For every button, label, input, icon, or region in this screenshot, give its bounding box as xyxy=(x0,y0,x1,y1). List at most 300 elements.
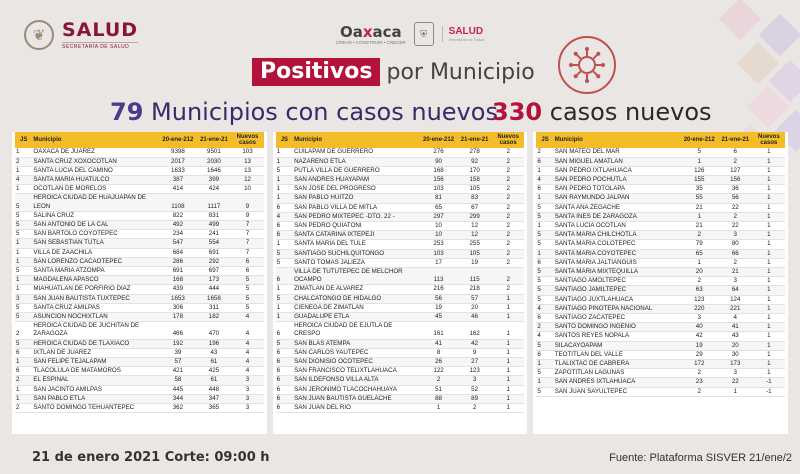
cell-nuevos: 2 xyxy=(492,194,524,203)
cell-js: 1 xyxy=(536,359,553,368)
cell-d2: 255 xyxy=(457,240,492,249)
cell-nuevos: 1 xyxy=(492,294,524,303)
column-header-municipio: Municipio xyxy=(293,132,420,148)
table-row xyxy=(15,285,264,294)
cell-d1: 19 xyxy=(681,341,718,350)
cell-nuevos: 4 xyxy=(231,339,263,348)
cell-js: 5 xyxy=(536,341,553,350)
cell-municipio: SANTA MARIA ATZOMPA xyxy=(32,266,159,275)
cell-nuevos: 4 xyxy=(231,312,263,321)
cell-d2: 41 xyxy=(718,323,753,332)
cell-municipio: SAN JUAN SAYULTEPEC xyxy=(554,387,681,396)
table-row xyxy=(15,276,264,285)
cell-municipio: HEROICA CIUDAD DE EJUTLA DE CRESPO xyxy=(293,322,420,339)
cell-d2: 424 xyxy=(197,185,232,194)
cell-js: 5 xyxy=(15,266,32,275)
column-header-nuevos: Nuevos casos xyxy=(231,132,263,148)
cell-nuevos: 3 xyxy=(231,394,263,403)
cell-nuevos: 1 xyxy=(753,350,785,359)
cell-d2: 196 xyxy=(197,339,232,348)
cell-nuevos: 2 xyxy=(492,221,524,230)
cell-js: 1 xyxy=(536,378,553,387)
cell-d2: 66 xyxy=(718,249,753,258)
cell-d2: 347 xyxy=(197,394,232,403)
cell-d2: 1646 xyxy=(197,166,232,175)
cell-d2: 499 xyxy=(197,220,232,229)
cell-nuevos: 5 xyxy=(231,303,263,312)
table-row xyxy=(536,157,785,166)
table-row xyxy=(276,175,525,184)
cell-nuevos: 1 xyxy=(492,348,524,357)
cell-d2: 27 xyxy=(457,357,492,366)
cell-municipio: SAN BLAS ATEMPA xyxy=(293,339,420,348)
cell-municipio: SANTA CRUZ AMILPAS xyxy=(32,303,159,312)
table-row xyxy=(276,403,525,412)
table-row xyxy=(15,248,264,257)
cell-d2: 2 xyxy=(718,157,753,166)
cell-d2: 67 xyxy=(457,203,492,212)
cell-d2: 22 xyxy=(718,378,753,387)
cell-d1: 8 xyxy=(420,348,457,357)
table-row xyxy=(15,339,264,348)
cell-municipio: GUADALUPE ETLA xyxy=(293,312,420,321)
cell-nuevos: 12 xyxy=(231,175,263,184)
cell-d1: 40 xyxy=(681,323,718,332)
cell-nuevos: 1 xyxy=(753,304,785,313)
cell-d2: 83 xyxy=(457,194,492,203)
table-row xyxy=(276,166,525,175)
table-row xyxy=(536,249,785,258)
cell-nuevos: 1 xyxy=(753,332,785,341)
table-row xyxy=(276,285,525,294)
salud-title: SALUD xyxy=(62,19,139,41)
table-row xyxy=(276,249,525,258)
column-header-js: JS xyxy=(276,132,293,148)
table-row xyxy=(276,385,525,394)
cell-d1: 113 xyxy=(420,267,457,284)
column-header-nuevos: Nuevos casos xyxy=(492,132,524,148)
cell-js: 1 xyxy=(15,385,32,394)
cell-d1: 3 xyxy=(681,313,718,322)
table-row xyxy=(536,148,785,157)
cell-municipio: SAN ILDEFONSO VILLA ALTA xyxy=(293,376,420,385)
table-row xyxy=(536,295,785,304)
cell-municipio: EL ESPINAL xyxy=(32,376,159,385)
cell-nuevos: 1 xyxy=(753,341,785,350)
column-header-nuevos: Nuevos casos xyxy=(753,132,785,148)
cell-municipio: SANTIAGO AMOLTEPEC xyxy=(554,277,681,286)
table-row xyxy=(276,348,525,357)
cell-d1: 45 xyxy=(420,312,457,321)
table-row xyxy=(15,385,264,394)
cell-nuevos: 13 xyxy=(231,166,263,175)
cell-d2: 691 xyxy=(197,248,232,257)
cell-nuevos: 1 xyxy=(753,148,785,157)
right-salud-title: SALUD xyxy=(448,26,484,37)
cell-js: 6 xyxy=(536,185,553,194)
cell-js: 5 xyxy=(15,339,32,348)
cell-nuevos: 1 xyxy=(753,212,785,221)
cell-municipio: SAN PABLO HUITZO xyxy=(293,194,420,203)
cell-d2: 2 xyxy=(718,212,753,221)
cell-js: 1 xyxy=(276,175,293,184)
cell-js: 6 xyxy=(276,367,293,376)
cell-municipio: SANTIAGO JAMILTEPEC xyxy=(554,286,681,295)
cell-d2: 2030 xyxy=(197,157,232,166)
cell-nuevos: 1 xyxy=(753,249,785,258)
cell-d1: 1 xyxy=(681,212,718,221)
cell-municipio: SANTIAGO JUXTLAHUACA xyxy=(554,295,681,304)
cell-js: 4 xyxy=(15,175,32,184)
column-header-js: JS xyxy=(536,132,553,148)
cell-nuevos: 1 xyxy=(753,203,785,212)
table-row xyxy=(15,148,264,157)
table-row xyxy=(536,387,785,396)
cell-d1: 344 xyxy=(159,394,196,403)
table-header-row xyxy=(15,132,264,148)
table-row xyxy=(536,203,785,212)
cell-municipio: SAN PEDRO IXTLAHUACA xyxy=(554,166,681,175)
cell-js: 3 xyxy=(15,294,32,303)
cell-nuevos: 1 xyxy=(753,221,785,230)
cell-municipio: TEOTITLAN DEL VALLE xyxy=(554,350,681,359)
cell-d2: 43 xyxy=(718,332,753,341)
cell-js: 1 xyxy=(15,148,32,157)
cell-js: 6 xyxy=(276,231,293,240)
cell-municipio: SANTA CRUZ XOXOCOTLAN xyxy=(32,157,159,166)
cell-js: 6 xyxy=(536,350,553,359)
cell-js: 5 xyxy=(15,230,32,239)
cell-js: 2 xyxy=(15,403,32,412)
table-row xyxy=(536,341,785,350)
table-row xyxy=(15,303,264,312)
cell-d2: 52 xyxy=(457,385,492,394)
cell-d1: 63 xyxy=(681,286,718,295)
cell-nuevos: 1 xyxy=(753,258,785,267)
cell-nuevos: 2 xyxy=(492,267,524,284)
cell-js: 1 xyxy=(15,185,32,194)
cell-d2: 182 xyxy=(197,312,232,321)
cell-municipio: SAN MATEO DEL MAR xyxy=(554,148,681,157)
cell-municipio: SAN SEBASTIAN TUTLA xyxy=(32,239,159,248)
table-row xyxy=(536,332,785,341)
cell-municipio: SAN JACINTO AMILPAS xyxy=(32,385,159,394)
municipios-table-1 xyxy=(15,132,264,413)
table-row xyxy=(15,175,264,184)
cell-d1: 234 xyxy=(159,230,196,239)
cell-municipio: VILLA DE ZAACHILA xyxy=(32,248,159,257)
column-header-d1: 20-ene-212 xyxy=(420,132,457,148)
cell-d2: 292 xyxy=(197,257,232,266)
cell-js: 6 xyxy=(536,258,553,267)
cell-nuevos: 1 xyxy=(753,185,785,194)
cell-js: 1 xyxy=(276,312,293,321)
cell-d2: 43 xyxy=(197,348,232,357)
cell-nuevos: 2 xyxy=(492,175,524,184)
cell-nuevos: 1 xyxy=(492,367,524,376)
table-row xyxy=(276,185,525,194)
cell-d2: 21 xyxy=(718,267,753,276)
table-row xyxy=(15,394,264,403)
cell-js: 5 xyxy=(276,249,293,258)
cell-d1: 286 xyxy=(159,257,196,266)
cell-municipio: SAN JERONIMO TLACOCHAHUAYA xyxy=(293,385,420,394)
cell-d2: 2 xyxy=(457,403,492,412)
cell-js: 1 xyxy=(536,194,553,203)
table-row xyxy=(536,323,785,332)
table-row xyxy=(276,294,525,303)
table-row xyxy=(15,220,264,229)
cell-municipio: SAN ANDRES IXTLAHUACA xyxy=(554,378,681,387)
cell-municipio: SANTO DOMINGO TEHUANTEPEC xyxy=(32,403,159,412)
cell-d1: 492 xyxy=(159,220,196,229)
cell-d2: 470 xyxy=(197,322,232,339)
cell-js: 1 xyxy=(15,285,32,294)
cell-nuevos: 1 xyxy=(492,376,524,385)
cutoff-date: 21 de enero 2021 Corte: 09:00 h xyxy=(32,450,270,465)
cell-d1: 56 xyxy=(420,294,457,303)
cell-nuevos: 103 xyxy=(231,148,263,157)
cell-js: 6 xyxy=(15,348,32,357)
cell-js: 5 xyxy=(536,203,553,212)
cell-municipio: TLACOLULA DE MATAMOROS xyxy=(32,367,159,376)
table-row xyxy=(276,148,525,157)
cell-js: 6 xyxy=(536,157,553,166)
cell-d2: 241 xyxy=(197,230,232,239)
cell-nuevos: 1 xyxy=(753,286,785,295)
cell-d2: 19 xyxy=(457,258,492,267)
municipios-table-2 xyxy=(276,132,525,413)
table-row xyxy=(276,312,525,321)
cell-nuevos: 1 xyxy=(753,175,785,184)
table-row xyxy=(536,277,785,286)
cell-js: 5 xyxy=(536,277,553,286)
cell-d1: 547 xyxy=(159,239,196,248)
cell-d1: 2 xyxy=(681,387,718,396)
cell-municipio: SAN JUAN BAUTISTA GUELACHE xyxy=(293,394,420,403)
cell-d1: 122 xyxy=(420,367,457,376)
cell-d1: 172 xyxy=(681,359,718,368)
cell-d2: 4 xyxy=(718,313,753,322)
cell-nuevos: 2 xyxy=(492,157,524,166)
cell-d1: 414 xyxy=(159,185,196,194)
cell-d2: 12 xyxy=(457,231,492,240)
cell-js: 2 xyxy=(15,376,32,385)
cell-municipio: SANTA LUCIA DEL CAMINO xyxy=(32,166,159,175)
cell-d2: 218 xyxy=(457,285,492,294)
cell-d1: 20 xyxy=(681,267,718,276)
cell-municipio: CHALCATONGO DE HIDALGO xyxy=(293,294,420,303)
cell-d2: 6 xyxy=(718,148,753,157)
summary-row xyxy=(0,98,800,128)
table-row xyxy=(536,350,785,359)
cell-municipio: SAN PEDRO POCHUTLA xyxy=(554,175,681,184)
cell-nuevos: 5 xyxy=(231,285,263,294)
national-seal-icon: ❦ xyxy=(24,20,54,50)
table-row xyxy=(536,369,785,378)
cell-municipio: SANTA MARIA JALTIANGUIS xyxy=(554,258,681,267)
table-row xyxy=(15,211,264,220)
cell-nuevos: 2 xyxy=(492,212,524,221)
table-row xyxy=(276,258,525,267)
table-row xyxy=(536,194,785,203)
cell-nuevos: 1 xyxy=(753,359,785,368)
cell-d1: 276 xyxy=(420,148,457,157)
cell-nuevos: 1 xyxy=(753,267,785,276)
cell-d1: 387 xyxy=(159,175,196,184)
cell-d2: 105 xyxy=(457,249,492,258)
cell-d2: 221 xyxy=(718,304,753,313)
cell-municipio: CUILAPAM DE GUERRERO xyxy=(293,148,420,157)
cell-municipio: SANTA MARIA MIXTEQUILLA xyxy=(554,267,681,276)
cell-js: 1 xyxy=(276,303,293,312)
cell-municipio: CIENEGA DE ZIMATLAN xyxy=(293,303,420,312)
cell-d2: 80 xyxy=(718,240,753,249)
cell-d2: 20 xyxy=(718,341,753,350)
cell-js: 5 xyxy=(15,211,32,220)
cell-municipio: IXTLAN DE JUAREZ xyxy=(32,348,159,357)
cell-d2: 30 xyxy=(718,350,753,359)
cell-d1: 55 xyxy=(681,194,718,203)
table-row xyxy=(15,322,264,339)
cell-d2: 3 xyxy=(718,369,753,378)
cell-js: 5 xyxy=(15,303,32,312)
cell-municipio: SANTA MARIA DEL TULE xyxy=(293,240,420,249)
table-row xyxy=(15,357,264,366)
cell-nuevos: 1 xyxy=(492,403,524,412)
cell-js: 5 xyxy=(536,212,553,221)
cases-count: 330 xyxy=(492,98,543,126)
table-row xyxy=(276,267,525,284)
cell-js: 5 xyxy=(276,339,293,348)
cell-d2: 2 xyxy=(718,258,753,267)
cell-nuevos: 1 xyxy=(492,339,524,348)
cell-d2: 1117 xyxy=(197,194,232,211)
cell-nuevos: 2 xyxy=(492,231,524,240)
cell-d1: 220 xyxy=(681,304,718,313)
column-header-municipio: Municipio xyxy=(32,132,159,148)
cell-municipio: VILLA DE TUTUTEPEC DE MELCHOR OCAMPO xyxy=(293,267,420,284)
cell-js: 1 xyxy=(15,357,32,366)
cell-municipio: SANTIAGO SUCHILQUITONGO xyxy=(293,249,420,258)
cell-js: 1 xyxy=(15,257,32,266)
table-row xyxy=(15,239,264,248)
cell-municipio: SAN BARTOLO COYOTEPEC xyxy=(32,230,159,239)
cell-js: 1 xyxy=(276,194,293,203)
cell-municipio: OAXACA DE JUAREZ xyxy=(32,148,159,157)
cell-nuevos: 2 xyxy=(492,203,524,212)
cell-d1: 161 xyxy=(420,322,457,339)
cell-nuevos: 1 xyxy=(753,240,785,249)
cell-d1: 88 xyxy=(420,394,457,403)
table-row xyxy=(276,394,525,403)
column-header-js: JS xyxy=(15,132,32,148)
cell-d2: 444 xyxy=(197,285,232,294)
cell-d1: 1653 xyxy=(159,294,196,303)
cell-nuevos: 2 xyxy=(492,148,524,157)
cell-js: 1 xyxy=(536,221,553,230)
cell-d1: 178 xyxy=(159,312,196,321)
cell-d2: 46 xyxy=(457,312,492,321)
cell-d1: 168 xyxy=(420,166,457,175)
cell-nuevos: 6 xyxy=(231,257,263,266)
table-row xyxy=(536,175,785,184)
cell-nuevos: 3 xyxy=(231,403,263,412)
table-panel-2 xyxy=(273,132,528,434)
cell-d2: 56 xyxy=(718,194,753,203)
cell-nuevos: 1 xyxy=(753,194,785,203)
cell-municipio: ASUNCION NOCHIXTLAN xyxy=(32,312,159,321)
cell-js: 1 xyxy=(276,185,293,194)
table-row xyxy=(276,303,525,312)
cell-d1: 297 xyxy=(420,212,457,221)
cell-d1: 17 xyxy=(420,258,457,267)
cell-js: 6 xyxy=(276,394,293,403)
state-seal-icon: ⛨ xyxy=(414,22,434,46)
cell-d1: 466 xyxy=(159,322,196,339)
cell-nuevos: 3 xyxy=(231,385,263,394)
cell-nuevos: 1 xyxy=(753,313,785,322)
cell-municipio: SAN ANDRES HUAYAPAM xyxy=(293,175,420,184)
table-row xyxy=(536,185,785,194)
cell-municipio: SANTA INES DE ZARAGOZA xyxy=(554,212,681,221)
cell-d2: 105 xyxy=(457,185,492,194)
cell-js: 2 xyxy=(536,323,553,332)
cell-municipio: SANTIAGO PINOTEPA NACIONAL xyxy=(554,304,681,313)
cell-js: 6 xyxy=(276,348,293,357)
cell-d1: 21 xyxy=(681,221,718,230)
cell-nuevos: 7 xyxy=(231,220,263,229)
table-row xyxy=(536,359,785,368)
oaxaca-suffix: aca xyxy=(372,22,402,41)
cell-municipio: SANTO TOMAS JALIEZA xyxy=(293,258,420,267)
cell-nuevos: 2 xyxy=(492,258,524,267)
cell-js: 5 xyxy=(536,295,553,304)
table-row xyxy=(536,212,785,221)
table-row xyxy=(276,157,525,166)
cell-municipio: SANTO DOMINGO INGENIO xyxy=(554,323,681,332)
cell-municipio: SAN ANTONIO DE LA CAL xyxy=(32,220,159,229)
cell-js: 1 xyxy=(276,285,293,294)
cell-municipio: SAN PEDRO QUIATONI xyxy=(293,221,420,230)
cell-nuevos: 1 xyxy=(492,312,524,321)
cell-municipio: TLALIXTAC DE CABRERA xyxy=(554,359,681,368)
cell-municipio: SANTA CATARINA IXTEPEJI xyxy=(293,231,420,240)
cell-js: 1 xyxy=(15,394,32,403)
cell-d1: 51 xyxy=(420,385,457,394)
table-row xyxy=(15,312,264,321)
cell-d2: 299 xyxy=(457,212,492,221)
cell-d2: 42 xyxy=(457,339,492,348)
cell-nuevos: 1 xyxy=(492,303,524,312)
cell-js: 6 xyxy=(276,267,293,284)
cell-municipio: HEROICA CIUDAD DE JUCHITAN DE ZARAGOZA xyxy=(32,322,159,339)
table-row xyxy=(15,266,264,275)
page-title xyxy=(252,58,535,86)
cell-nuevos: 1 xyxy=(753,277,785,286)
salud-oaxaca-logo xyxy=(442,26,484,42)
cell-municipio: PUTLA VILLA DE GUERRERO xyxy=(293,166,420,175)
cell-d2: 61 xyxy=(197,376,232,385)
cell-nuevos: 13 xyxy=(231,157,263,166)
cell-municipio: SAN CARLOS YAUTEPEC xyxy=(293,348,420,357)
cell-d1: 29 xyxy=(681,350,718,359)
oaxaca-prefix: Oa xyxy=(339,22,363,41)
cell-d1: 35 xyxy=(681,185,718,194)
cell-js: 6 xyxy=(276,322,293,339)
cell-d1: 5 xyxy=(681,148,718,157)
cell-d1: 90 xyxy=(420,157,457,166)
